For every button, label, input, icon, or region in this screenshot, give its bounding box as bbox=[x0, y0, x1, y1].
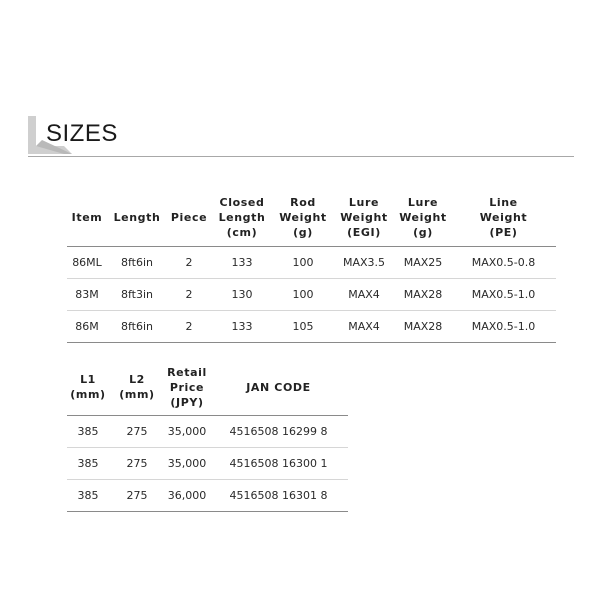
heading-divider bbox=[28, 156, 574, 157]
cell-length: 8ft3in bbox=[107, 278, 167, 310]
cell-lure-weight-egi: MAX3.5 bbox=[333, 246, 395, 278]
header-length: Length bbox=[107, 189, 167, 246]
header-jan-code: JAN CODE bbox=[209, 360, 348, 415]
cell-jan-code: 4516508 16300 1 bbox=[209, 447, 348, 479]
cell-item: 86ML bbox=[67, 246, 107, 278]
code-table bbox=[67, 360, 348, 512]
header-lure-weight-egi: Lure Weight (EGI) bbox=[333, 189, 395, 246]
table-row bbox=[67, 479, 348, 511]
cell-lure-weight-egi: MAX4 bbox=[333, 278, 395, 310]
cell-line-weight: MAX0.5-0.8 bbox=[451, 246, 556, 278]
cell-item: 83M bbox=[67, 278, 107, 310]
cell-rod-weight: 100 bbox=[273, 278, 333, 310]
cell-lure-weight-g: MAX25 bbox=[395, 246, 451, 278]
header-closed-length: Closed Length (cm) bbox=[211, 189, 273, 246]
cell-length: 8ft6in bbox=[107, 310, 167, 342]
cell-lure-weight-g: MAX28 bbox=[395, 278, 451, 310]
header-l2: L2 (mm) bbox=[109, 360, 165, 415]
cell-line-weight: MAX0.5-1.0 bbox=[451, 278, 556, 310]
cell-lure-weight-g: MAX28 bbox=[395, 310, 451, 342]
cell-jan-code: 4516508 16301 8 bbox=[209, 479, 348, 511]
table-row bbox=[67, 447, 348, 479]
header-rod-weight: Rod Weight (g) bbox=[273, 189, 333, 246]
cell-closed-length: 133 bbox=[211, 310, 273, 342]
table-row bbox=[67, 246, 556, 278]
cell-line-weight: MAX0.5-1.0 bbox=[451, 310, 556, 342]
spec-table bbox=[67, 189, 556, 343]
cell-l2: 275 bbox=[109, 447, 165, 479]
section-title: SIZES bbox=[46, 120, 118, 147]
table-row bbox=[67, 415, 348, 447]
cell-l1: 385 bbox=[67, 479, 109, 511]
cell-retail-price: 35,000 bbox=[165, 447, 209, 479]
cell-piece: 2 bbox=[167, 310, 211, 342]
cell-closed-length: 133 bbox=[211, 246, 273, 278]
cell-item: 86M bbox=[67, 310, 107, 342]
cell-l1: 385 bbox=[67, 415, 109, 447]
header-piece: Piece bbox=[167, 189, 211, 246]
cell-piece: 2 bbox=[167, 278, 211, 310]
header-l1: L1 (mm) bbox=[67, 360, 109, 415]
code-table-header bbox=[67, 360, 348, 415]
cell-length: 8ft6in bbox=[107, 246, 167, 278]
cell-piece: 2 bbox=[167, 246, 211, 278]
cell-l2: 275 bbox=[109, 415, 165, 447]
cell-closed-length: 130 bbox=[211, 278, 273, 310]
spec-table-header bbox=[67, 189, 556, 246]
cell-l1: 385 bbox=[67, 447, 109, 479]
table-row bbox=[67, 310, 556, 342]
table-row bbox=[67, 278, 556, 310]
cell-rod-weight: 105 bbox=[273, 310, 333, 342]
header-retail-price: Retail Price (JPY) bbox=[165, 360, 209, 415]
cell-retail-price: 36,000 bbox=[165, 479, 209, 511]
section-heading bbox=[28, 116, 574, 160]
cell-jan-code: 4516508 16299 8 bbox=[209, 415, 348, 447]
header-line-weight: Line Weight (PE) bbox=[451, 189, 556, 246]
cell-rod-weight: 100 bbox=[273, 246, 333, 278]
cell-lure-weight-egi: MAX4 bbox=[333, 310, 395, 342]
header-lure-weight-g: Lure Weight (g) bbox=[395, 189, 451, 246]
header-item: Item bbox=[67, 189, 107, 246]
cell-retail-price: 35,000 bbox=[165, 415, 209, 447]
cell-l2: 275 bbox=[109, 479, 165, 511]
